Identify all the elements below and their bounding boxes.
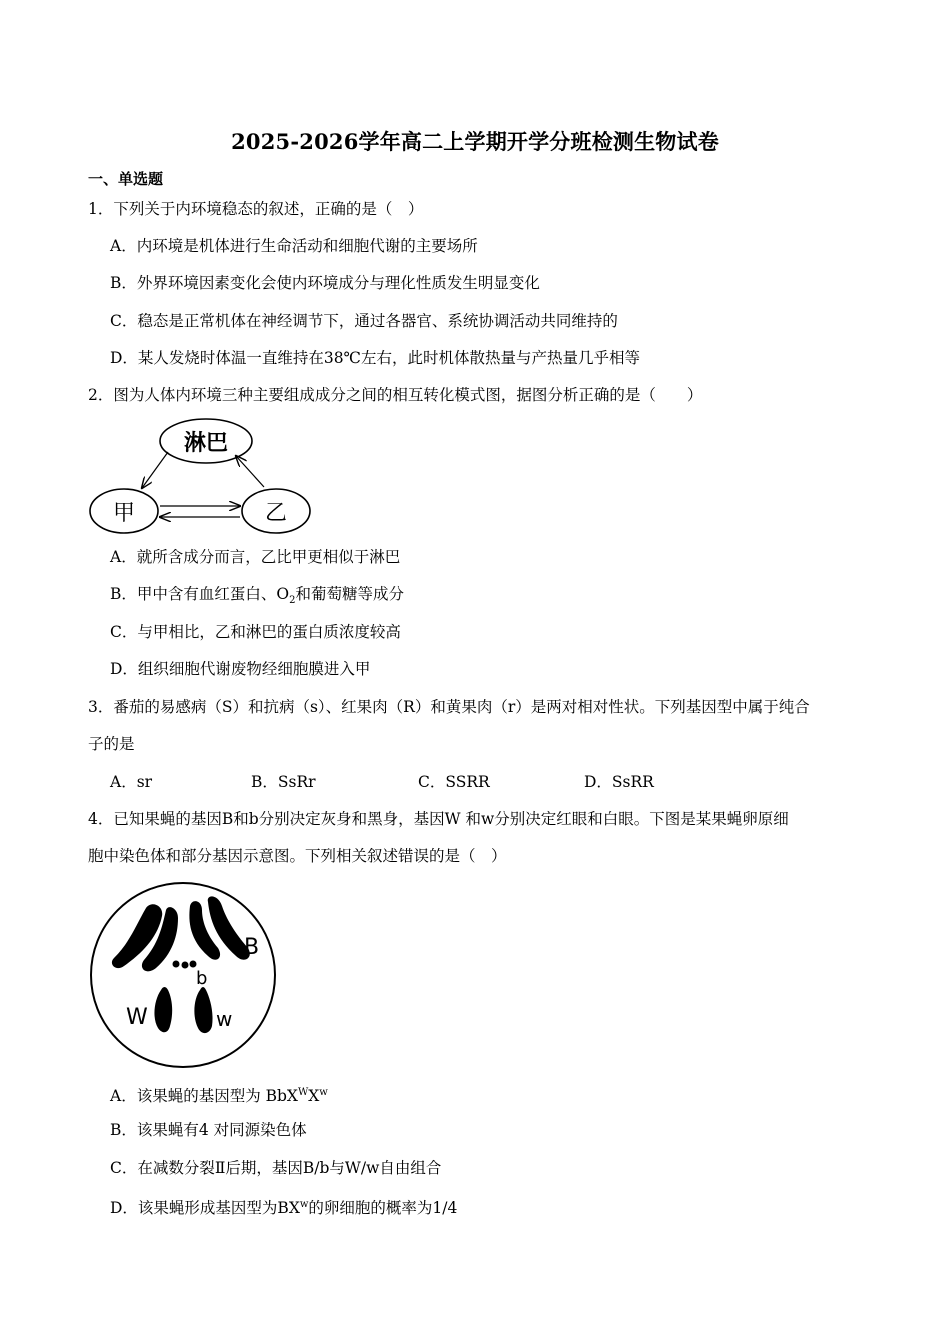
q2-option-b: B．甲中含有血红蛋白、$O_2$和葡萄糖等成分 <box>110 585 404 607</box>
arrow-yi-to-lymph <box>236 456 264 487</box>
dot-chromosome-3 <box>190 961 197 968</box>
chromosome-diagram <box>86 880 280 1070</box>
q4-option-d: D．该果蝇形成基因型为$BX^w$的卵细胞的概率为1/4 <box>110 1199 458 1218</box>
gene-label-W: W <box>126 1005 148 1030</box>
q3-option-b: B．SsRr <box>251 773 316 791</box>
q4-option-c: C．在减数分裂Ⅱ后期，基因B/b与W/w自由组合 <box>110 1159 442 1177</box>
q2-stem: 2．图为人体内环境三种主要组成成分之间的相互转化模式图，据图分析正确的是（ ） <box>88 386 703 404</box>
q3-option-a: A．sr <box>110 773 153 791</box>
q1-stem: 1．下列关于内环境稳态的叙述，正确的是（ ） <box>88 200 424 218</box>
lymph-label: 淋巴 <box>183 431 229 456</box>
q1-option-d: D．某人发烧时体温一直维持在38℃左右，此时机体散热量与产热量几乎相等 <box>110 349 640 367</box>
q4-stem-line2: 胞中染色体和部分基因示意图。下列相关叙述错误的是（ ） <box>88 847 507 865</box>
yi-label: 乙 <box>264 501 288 526</box>
q2-option-c: C．与甲相比，乙和淋巴的蛋白质浓度较高 <box>110 623 401 641</box>
q3-option-d: D．SsRR <box>584 773 654 791</box>
arrow-lymph-to-jia <box>142 452 168 488</box>
q1-option-a: A．内环境是机体进行生命活动和细胞代谢的主要场所 <box>110 237 478 255</box>
cell-circle <box>91 883 275 1067</box>
gene-label-b: b <box>196 968 208 989</box>
q1-option-b: B．外界环境因素变化会使内环境成分与理化性质发生明显变化 <box>110 274 540 292</box>
q1-option-c: C．稳态是正常机体在神经调节下，通过各器官、系统协调活动共同维持的 <box>110 312 618 330</box>
jia-label: 甲 <box>112 501 136 526</box>
dot-chromosome-2 <box>182 962 189 969</box>
body-fluid-diagram <box>86 414 318 540</box>
q3-option-c: C．SSRR <box>418 773 490 791</box>
gene-label-B: B <box>244 935 260 960</box>
page-title: 2025-2026学年高二上学期开学分班检测生物试卷 <box>231 129 719 154</box>
dot-chromosome-1 <box>173 961 180 968</box>
q2-option-a: A．就所含成分而言，乙比甲更相似于淋巴 <box>110 548 401 566</box>
section-heading: 一、单选题 <box>88 170 164 188</box>
q3-stem-line2: 子的是 <box>88 735 135 753</box>
q2-option-d: D．组织细胞代谢废物经细胞膜进入甲 <box>110 660 371 678</box>
q3-stem-line1: 3．番茄的易感病（S）和抗病（s）、红果肉（R）和黄果肉（r）是两对相对性状。下列基因型中属于纯合 <box>88 698 810 716</box>
q4-option-a: A．该果蝇的基因型为 $BbX^WX^w$ <box>110 1087 328 1106</box>
q4-option-b: B．该果蝇有4 对同源染色体 <box>110 1121 307 1139</box>
q4-stem-line1: 4．已知果蝇的基因B和b分别决定灰身和黑身，基因W 和w分别决定红眼和白眼。下图是某果蝇卵原细 <box>88 810 789 828</box>
gene-label-w: w <box>216 1007 233 1031</box>
